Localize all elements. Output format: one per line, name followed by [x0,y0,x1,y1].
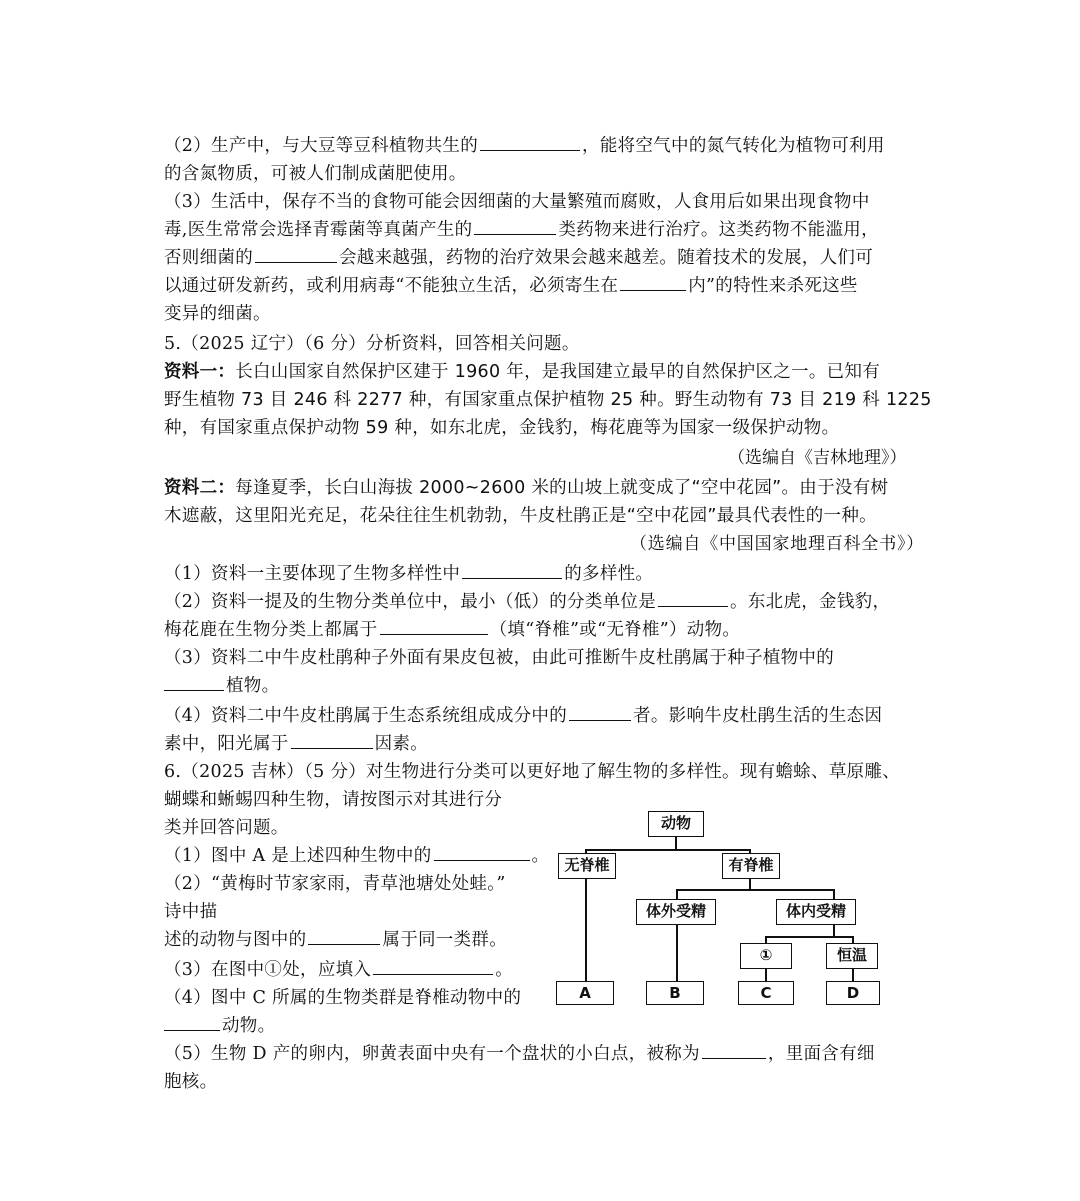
q6-sub5-line2: 胞核。 [164,1072,218,1092]
q4-part3-line2: 毒,医生常常会选择青霉菌等真菌产生的 类药物来进行治疗。这类药物不能滥用， [164,220,879,240]
tree-node-animal: 动物 [648,811,704,837]
tree-leaf-b: B [646,981,704,1005]
tree-connector [833,924,835,936]
classification-tree [540,805,920,1015]
q4-part3-line5: 变异的细菌。 [164,304,271,324]
tree-node-external-fertilization: 体外受精 [636,899,716,925]
q6-heading-line3: 类并回答问题。 [164,818,289,838]
answer-blank[interactable] [380,619,488,635]
tree-connector [675,836,677,849]
answer-blank[interactable] [434,845,530,861]
tree-connector [852,968,854,981]
tree-node-circle-1: ① [740,943,792,969]
q6-sub2-line3: 述的动物与图中的 属于同一类群。 [164,930,508,950]
answer-blank[interactable] [569,705,631,721]
tree-connector [585,878,587,981]
q5-material2-source: （选编自《中国国家地理百科全书》） [630,534,925,554]
q6-heading-line2: 蝴蝶和蜥蜴四种生物，请按图示对其进行分 [164,790,503,810]
q5-sub2-line1: （2）资料一提及的生物分类单位中，最小（低）的分类单位是 。东北虎，金钱豹， [164,592,891,612]
q5-sub4-line2: 素中，阳光属于 因素。 [164,734,429,754]
q5-material1-line3: 种，有国家重点保护动物 59 种，如东北虎，金钱豹，梅花鹿等为国家一级保护动物。 [164,418,840,438]
q5-sub3-line1: （3）资料二中牛皮杜鹃种子外面有果皮包被，由此可推断牛皮杜鹃属于种子植物中的 [164,648,835,668]
q6-sub5-line1: （5）生物 D 产的卵内，卵黄表面中央有一个盘状的小白点，被称为 ，里面含有细 [164,1044,875,1064]
answer-blank[interactable] [373,959,493,975]
answer-blank[interactable] [462,563,562,579]
q5-sub4-line1: （4）资料二中牛皮杜鹃属于生态系统组成成分中的 者。影响牛皮杜鹃生活的生态因 [164,706,883,726]
answer-blank[interactable] [620,275,686,291]
answer-blank[interactable] [164,1015,220,1031]
q5-material1-line1: 资料一：长白山国家自然保护区建于 1960 年，是我国建立最早的自然保护区之一。已知有 [164,362,881,382]
tree-connector [676,924,678,981]
q6-sub3: （3）在图中①处，应填入 。 [164,960,514,980]
answer-blank[interactable] [255,247,337,263]
q4-part3-line4: 以通过研发新药，或利用病毒“不能独立生活，必须寄生在 内”的特性来杀死这些 [164,276,858,296]
q5-material2-line1: 资料二：每逢夏季，长白山海拔 2000~2600 米的山坡上就变成了“空中花园”。由于没有树 [164,478,889,498]
tree-connector [676,889,834,891]
answer-blank[interactable] [474,219,556,235]
answer-blank[interactable] [164,675,224,691]
tree-node-invertebrate: 无脊椎 [558,853,616,879]
q5-material1-source: （选编自《吉林地理》） [728,448,907,468]
answer-blank[interactable] [658,591,728,607]
tree-leaf-d: D [826,981,880,1005]
answer-blank[interactable] [480,135,580,151]
q6-sub2-line1: （2）“黄梅时节家家雨，青草池塘处处蛙。” [164,874,506,894]
q6-heading-line1: 6.（2025 吉林）（5 分）对生物进行分类可以更好地了解生物的多样性。现有蟾蜍、草原雕、 [164,762,901,782]
q6-sub4-line1: （4）图中 C 所属的生物类群是脊椎动物中的 [164,988,522,1008]
q5-material2-line2: 木遮蔽，这里阳光充足，花朵往往生机勃勃，牛皮杜鹃正是“空中花园”最具代表性的一种。 [164,506,877,526]
q5-sub1: （1）资料一主要体现了生物多样性中 的多样性。 [164,564,654,584]
q5-sub2-line2: 梅花鹿在生物分类上都属于 （填“脊椎”或“无脊椎”）动物。 [164,620,741,640]
q6-sub4-line2: 动物。 [164,1014,275,1038]
answer-blank[interactable] [291,733,373,749]
tree-connector [765,936,853,938]
q4-part2-line1: （2）生产中，与大豆等豆科植物共生的 ，能将空气中的氮气转化为植物可利用 [164,136,885,156]
tree-connector [765,968,767,981]
q5-heading: 5.（2025 辽宁）（6 分）分析资料，回答相关问题。 [164,334,580,354]
q6-sub1: （1）图中 A 是上述四种生物中的 。 [164,846,550,866]
q4-part2-line2: 的含氮物质，可被人们制成菌肥使用。 [164,164,467,184]
q4-part3-line3: 否则细菌的 会越来越强，药物的治疗效果会越来越差。随着技术的发展，人们可 [164,248,873,268]
answer-blank[interactable] [308,929,380,945]
tree-connector [749,878,751,889]
q6-sub2-line2: 诗中描 [164,902,218,922]
q5-material1-line2: 野生植物 73 目 246 科 2277 种，有国家重点保护植物 25 种。野生动物有 73 目 219 科 1225 [164,390,932,410]
tree-leaf-c: C [738,981,794,1005]
tree-node-warm-blooded: 恒温 [826,943,878,969]
tree-connector [585,849,750,851]
tree-node-vertebrate: 有脊椎 [722,853,780,879]
tree-leaf-a: A [556,981,614,1005]
answer-blank[interactable] [702,1043,766,1059]
tree-node-internal-fertilization: 体内受精 [776,899,856,925]
q5-sub3-line2: 植物。 [164,674,279,698]
q4-part3-line1: （3）生活中，保存不当的食物可能会因细菌的大量繁殖而腐败，人食用后如果出现食物中 [164,192,870,212]
